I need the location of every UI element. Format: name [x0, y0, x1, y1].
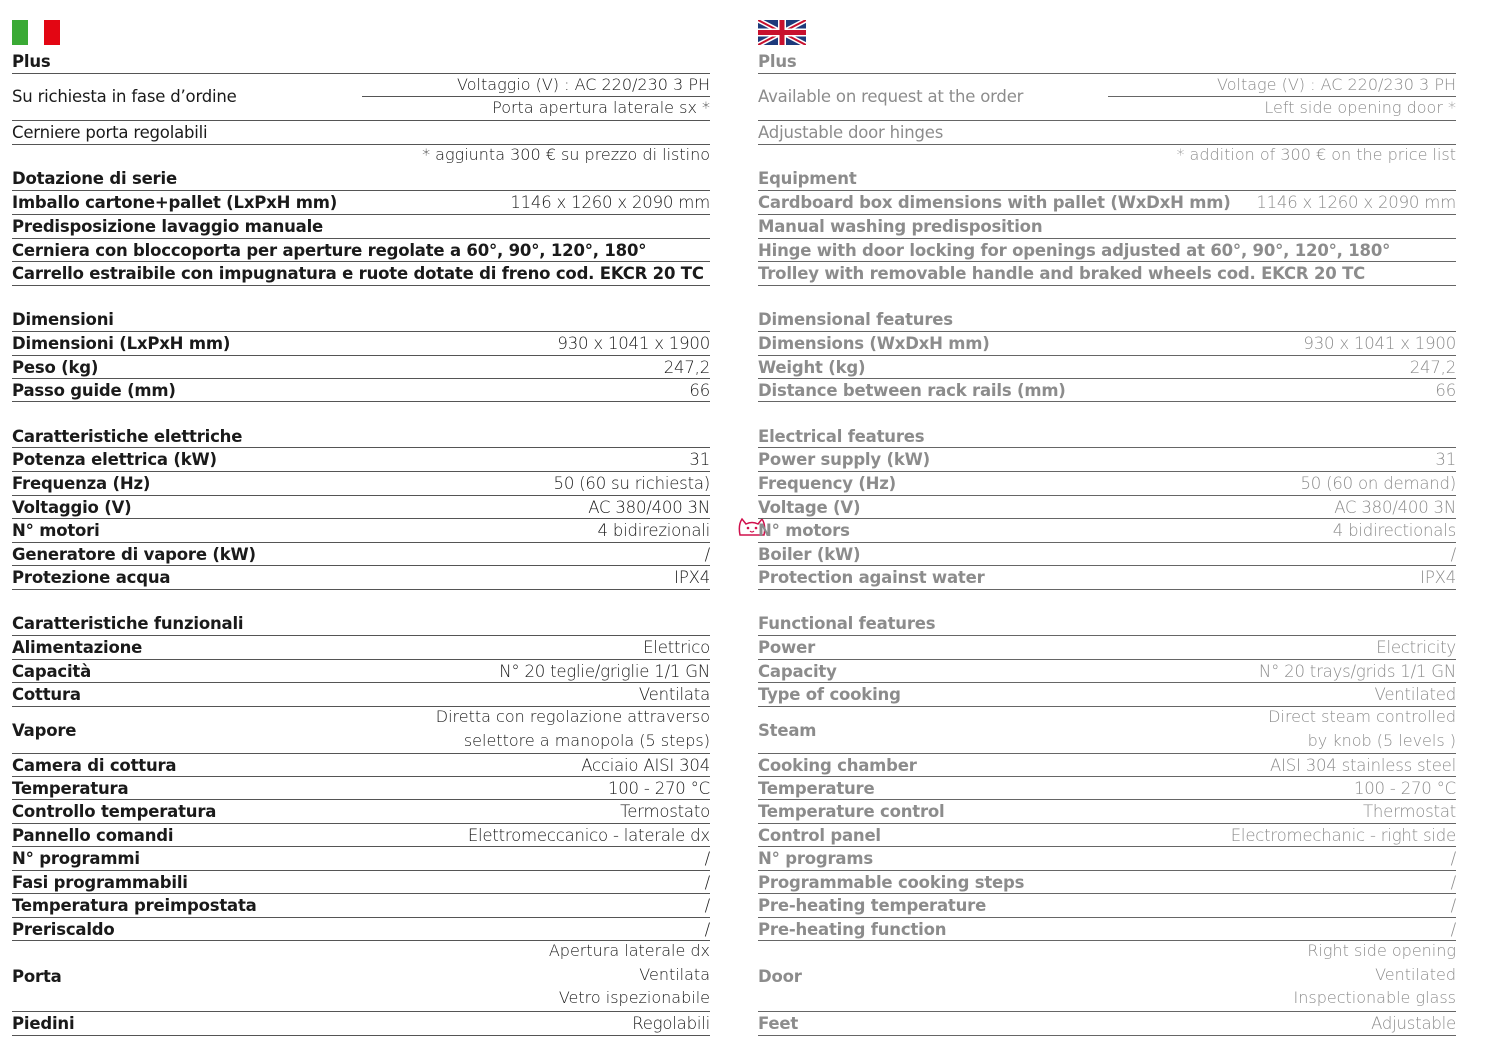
spec-row: Camera di cottura Acciaio AISI 304 — [12, 756, 710, 775]
hinges-label: Adjustable door hinges — [758, 123, 944, 142]
spec-row: Passo guide (mm) 66 — [12, 381, 710, 400]
spec-row: Boiler (kW) / — [758, 545, 1456, 564]
spec-row: N° motors 4 bidirectionals — [758, 521, 1456, 540]
spec-row: Pannello comandi Elettromeccanico - laterale dx — [12, 826, 710, 845]
equipment-heading: Equipment — [758, 169, 857, 188]
spec-row: Controllo temperatura Termostato — [12, 802, 710, 821]
electrical-heading: Caratteristiche elettriche — [12, 427, 243, 446]
spec-row: Cerniera con bloccoporta per aperture regolate a 60°, 90°, 120°, 180° — [12, 241, 647, 260]
spec-row: N° programs / — [758, 849, 1456, 868]
spec-row: Voltaggio (V) AC 380/400 3N — [12, 498, 710, 517]
spec-row: Cooking chamber AISI 304 stainless steel — [758, 756, 1456, 775]
spec-row: Protection against water IPX4 — [758, 568, 1456, 587]
door-value-3: Vetro ispezionabile — [558, 988, 710, 1007]
spec-row: N° programmi / — [12, 849, 710, 868]
dimensions-heading: Dimensioni — [12, 310, 114, 329]
plus-heading: Plus — [12, 52, 51, 71]
functional-heading: Functional features — [758, 614, 936, 633]
spec-row: N° motori 4 bidirezionali — [12, 521, 710, 540]
spec-row: Control panel Electromechanic - right side — [758, 826, 1456, 845]
spec-row: Capacity N° 20 trays/grids 1/1 GN — [758, 662, 1456, 681]
spec-row: Temperatura 100 - 270 °C — [12, 779, 710, 798]
italy-flag-icon — [12, 20, 60, 45]
door-value-3: Inspectionable glass — [1293, 988, 1456, 1007]
spec-row: Pre-heating temperature / — [758, 896, 1456, 915]
spec-row: Potenza elettrica (kW) 31 — [12, 450, 710, 469]
spec-row: Distance between rack rails (mm) 66 — [758, 381, 1456, 400]
request-label: Su richiesta in fase d’ordine — [12, 87, 237, 106]
spec-row: Cottura Ventilata — [12, 685, 710, 704]
spec-row: Programmable cooking steps / — [758, 873, 1456, 892]
spec-row: Frequency (Hz) 50 (60 on demand) — [758, 474, 1456, 493]
request-value-1: Voltaggio (V) : AC 220/230 3 PH — [457, 75, 710, 94]
functional-heading: Caratteristiche funzionali — [12, 614, 244, 633]
request-value-2: Porta apertura laterale sx * — [492, 98, 710, 117]
spec-row: Weight (kg) 247,2 — [758, 358, 1456, 377]
plus-heading: Plus — [758, 52, 797, 71]
spec-row: Imballo cartone+pallet (LxPxH mm) 1146 x 1260 x 2090 mm — [12, 193, 710, 212]
spec-row: Protezione acqua IPX4 — [12, 568, 710, 587]
spec-row: Predisposizione lavaggio manuale — [12, 217, 324, 236]
door-label: Door — [758, 967, 802, 986]
spec-row: Temperature control Thermostat — [758, 802, 1456, 821]
spec-row: Generatore di vapore (kW) / — [12, 545, 710, 564]
door-label: Porta — [12, 967, 62, 986]
steam-label: Steam — [758, 721, 817, 740]
door-value-1: Apertura laterale dx — [548, 941, 710, 960]
spec-row: Capacità N° 20 teglie/griglie 1/1 GN — [12, 662, 710, 681]
steam-value-2: selettore a manopola (5 steps) — [463, 731, 710, 750]
door-value-1: Right side opening — [1307, 941, 1456, 960]
spec-row: Fasi programmabili / — [12, 873, 710, 892]
spec-row: Temperature 100 - 270 °C — [758, 779, 1456, 798]
equipment-heading: Dotazione di serie — [12, 169, 177, 188]
uk-flag-icon — [758, 20, 806, 45]
dimensions-heading: Dimensional features — [758, 310, 953, 329]
steam-value-1: Direct steam controlled — [1268, 707, 1456, 726]
door-value-2: Ventilated — [1375, 965, 1456, 984]
price-footnote: * addition of 300 € on the price list — [1176, 145, 1456, 164]
hinges-label: Cerniere porta regolabili — [12, 123, 208, 142]
spec-row: Preriscaldo / — [12, 920, 710, 939]
spec-row: Frequenza (Hz) 50 (60 su richiesta) — [12, 474, 710, 493]
price-footnote: * aggiunta 300 € su prezzo di listino — [422, 145, 710, 164]
request-label: Available on request at the order — [758, 87, 1024, 106]
spec-row: Pre-heating function / — [758, 920, 1456, 939]
spec-row: Manual washing predisposition — [758, 217, 1043, 236]
spec-row: Alimentazione Elettrico — [12, 638, 710, 657]
spec-row: Hinge with door locking for openings adjusted at 60°, 90°, 120°, 180° — [758, 241, 1391, 260]
spec-row: Carrello estraibile con impugnatura e ruote dotate di freno cod. EKCR 20 TC — [12, 264, 704, 283]
electrical-heading: Electrical features — [758, 427, 925, 446]
spec-row: Cardboard box dimensions with pallet (WxDxH mm) 1146 x 1260 x 2090 mm — [758, 193, 1456, 212]
steam-value-2: by knob (5 levels ) — [1307, 731, 1456, 750]
spec-row: Dimensions (WxDxH mm) 930 x 1041 x 1900 — [758, 334, 1456, 353]
spec-row: Feet Adjustable — [758, 1014, 1456, 1033]
spec-row: Power Electricity — [758, 638, 1456, 657]
spec-row: Piedini Regolabili — [12, 1014, 710, 1033]
spec-row: Voltage (V) AC 380/400 3N — [758, 498, 1456, 517]
spec-row: Type of cooking Ventilated — [758, 685, 1456, 704]
spec-row: Peso (kg) 247,2 — [12, 358, 710, 377]
request-value-2: Left side opening door * — [1264, 98, 1456, 117]
spec-row: Power supply (kW) 31 — [758, 450, 1456, 469]
spec-row: Temperatura preimpostata / — [12, 896, 710, 915]
spec-row: Trolley with removable handle and braked wheels cod. EKCR 20 TC — [758, 264, 1366, 283]
door-value-2: Ventilata — [639, 965, 710, 984]
steam-label: Vapore — [12, 721, 77, 740]
spec-row: Dimensioni (LxPxH mm) 930 x 1041 x 1900 — [12, 334, 710, 353]
steam-value-1: Diretta con regolazione attraverso — [435, 707, 710, 726]
request-value-1: Voltage (V) : AC 220/230 3 PH — [1217, 75, 1456, 94]
